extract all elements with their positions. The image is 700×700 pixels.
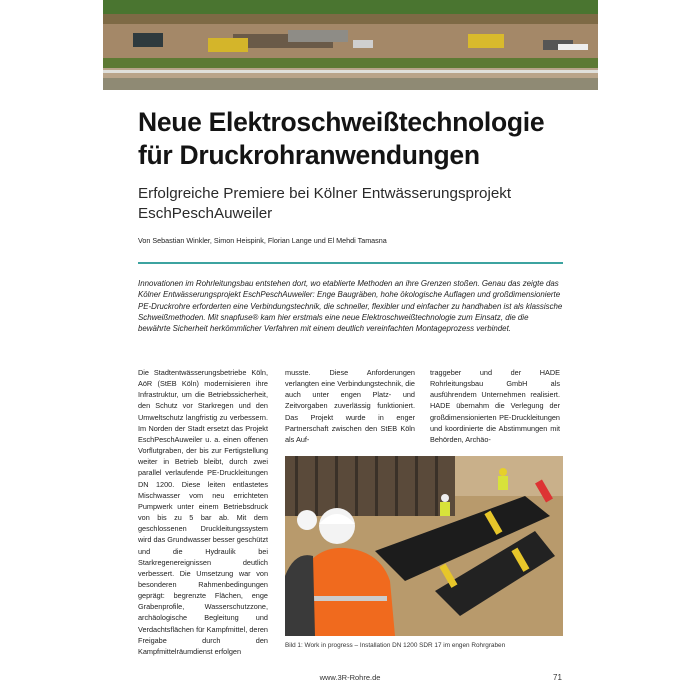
lead-paragraph: Innovationen im Rohrleitungsbau entstehen dort, wo etablierte Methoden an ihre Grenzen stoßen. Genau das zeigte das Kölner Entwässerungsprojekt EschPeschAuweiler: Enge Baugräben, hohe ökologische Auflagen und großdimensionierte PE-Druckrohre erforderten eine Verbindungstechnik, die schneller, flexibler und einfacher zu handhaben ist als klassische Schweißmethoden. Mit snapfuse® kam hier erstmals eine neue Elektroschweißtechnologie zum Einsatz, die die bewährte Sicherheit herkömmlicher Verfahren mit einem deutlich vereinfachten Montageprozess verbindet. — [138, 279, 563, 334]
body-column-3: traggeber und der HADE Rohrleitungsbau GmbH als ausführendem Unternehmen realisiert. HADE übernahm die Verlegung der großdimensionierten PE-Druckleitungen und koordinierte die Abstimmungen mit Behörden, Archäo- — [430, 368, 560, 444]
divider — [138, 262, 563, 264]
article-subtitle: Erfolgreiche Premiere bei Kölner Entwässerungsprojekt EschPeschAuweiler — [138, 185, 512, 222]
page-number: 71 — [553, 673, 562, 682]
body-column-2: musste. Diese Anforderungen verlangten eine Verbindungstechnik, die auch unter engen Platz- und Zeitvorgaben zuverlässig funktioniert. Das Projekt wurde in enger Partnerschaft zwischen den StEB Köln als Auf- — [285, 368, 415, 444]
footer-url[interactable]: www.3R-Rohre.de — [319, 673, 381, 682]
byline: Von Sebastian Winkler, Simon Heispink, Florian Lange und El Mehdi Tamasna — [138, 236, 387, 245]
figure-caption: Bild 1: Work in progress – Installation DN 1200 SDR 17 im engen Rohrgraben — [285, 642, 506, 649]
header-photo — [103, 0, 598, 90]
article-title: Neue Elektroschweißtechnologie für Druckrohranwendungen — [138, 107, 545, 170]
figure-photo — [285, 456, 563, 636]
body-column-1: Die Stadtentwässerungsbetriebe Köln, AöR (StEB Köln) modernisieren ihre Infrastruktur, um die Betriebssicherheit, den Schutz vor Starkregen und den Umweltschutz langfristig zu verbessern. Im Norden der Stadt ersetzt das Projekt EschPeschAuweiler u. a. einen offenen Vorflutgraben, der bis zur Fertigstellung weiter in Betrieb bleibt, durch zwei parallel verlaufende PE-Druckleitungen DN 1200. Diese leiten entlastetes Mischwasser vom neu errichteten Pumpwerk unter einem Betriebsdruck von bis zu 5 bar ab. Mit dem geschlossenen Druckleitungssystem wird das Grundwasser besser geschützt und die Hydraulik bei Starkregenereignissen deutlich verbessert. Die Umsetzung war von besonderen Rahmenbedingungen geprägt: begrenzte Flächen, enge Grabenprofile, Wasserschutzzone, archäologische Begleitung und Verdachtsflächen für Kampfmittel, deren Freigabe durch den Kampfmittelräumdienst erfolgen — [138, 368, 268, 656]
